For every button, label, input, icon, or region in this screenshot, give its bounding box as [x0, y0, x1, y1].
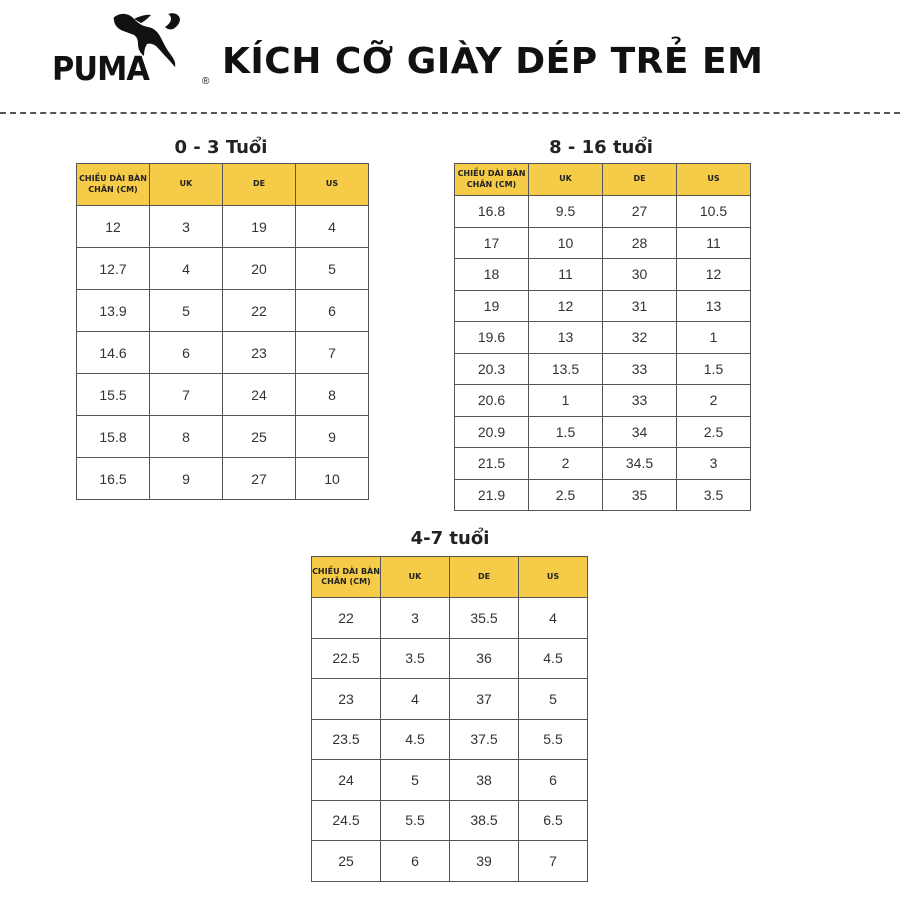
cell-uk: 4	[150, 248, 223, 290]
cell-us: 11	[677, 227, 751, 259]
column-header-us: US	[296, 164, 369, 206]
table-row	[312, 598, 588, 639]
column-header-us: US	[519, 557, 588, 598]
cell-us: 3	[677, 448, 751, 480]
table-row	[77, 374, 369, 416]
cell-us: 4	[296, 206, 369, 248]
table-row	[455, 196, 751, 228]
cell-uk: 5.5	[381, 800, 450, 841]
cell-de: 38	[450, 760, 519, 801]
section-title-0-3: 0 - 3 Tuổi	[174, 137, 268, 158]
cell-uk: 2	[529, 448, 603, 480]
cell-uk: 13.5	[529, 353, 603, 385]
cell-foot-length: 24.5	[312, 800, 381, 841]
cell-uk: 13	[529, 322, 603, 354]
table-row	[312, 679, 588, 720]
cell-de: 25	[223, 416, 296, 458]
cell-de: 32	[603, 322, 677, 354]
cell-uk: 6	[381, 841, 450, 882]
cell-uk: 1.5	[529, 416, 603, 448]
cell-us: 10	[296, 458, 369, 500]
puma-logo	[50, 10, 210, 88]
table-row	[455, 353, 751, 385]
cell-us: 4.5	[519, 638, 588, 679]
cell-us: 6	[519, 760, 588, 801]
column-header-uk: UK	[381, 557, 450, 598]
cell-uk: 6	[150, 332, 223, 374]
cell-de: 27	[603, 196, 677, 228]
cell-foot-length: 20.6	[455, 385, 529, 417]
cell-us: 7	[296, 332, 369, 374]
cell-us: 13	[677, 290, 751, 322]
table-row	[77, 206, 369, 248]
cell-foot-length: 15.5	[77, 374, 150, 416]
cell-uk: 2.5	[529, 479, 603, 511]
table-row	[455, 322, 751, 354]
table-row	[77, 416, 369, 458]
column-header-uk: UK	[529, 164, 603, 196]
cell-de: 31	[603, 290, 677, 322]
section-title-8-16: 8 - 16 tuổi	[549, 137, 653, 158]
cell-de: 22	[223, 290, 296, 332]
page-title: KÍCH CỠ GIÀY DÉP TRẺ EM	[222, 41, 764, 82]
cell-uk: 7	[150, 374, 223, 416]
table-row	[455, 479, 751, 511]
cell-us: 5.5	[519, 719, 588, 760]
cell-us: 1	[677, 322, 751, 354]
cell-us: 8	[296, 374, 369, 416]
cell-us: 6	[296, 290, 369, 332]
section-title-4-7: 4-7 tuổi	[410, 528, 490, 549]
cell-uk: 3	[150, 206, 223, 248]
table-header-row	[312, 557, 588, 598]
cell-us: 6.5	[519, 800, 588, 841]
column-header-us: US	[677, 164, 751, 196]
table-row	[455, 259, 751, 291]
cell-de: 34.5	[603, 448, 677, 480]
table-row	[455, 227, 751, 259]
cell-de: 39	[450, 841, 519, 882]
cell-uk: 5	[150, 290, 223, 332]
table-row	[455, 290, 751, 322]
dashed-divider	[0, 112, 900, 114]
cell-de: 36	[450, 638, 519, 679]
cell-de: 30	[603, 259, 677, 291]
cell-de: 24	[223, 374, 296, 416]
column-header-foot-length: CHIỀU DÀI BÀN CHÂN (CM)	[312, 557, 381, 598]
cell-us: 2.5	[677, 416, 751, 448]
cell-foot-length: 17	[455, 227, 529, 259]
cell-de: 38.5	[450, 800, 519, 841]
cell-uk: 9	[150, 458, 223, 500]
cell-de: 28	[603, 227, 677, 259]
cell-us: 4	[519, 598, 588, 639]
cell-us: 7	[519, 841, 588, 882]
cell-foot-length: 16.8	[455, 196, 529, 228]
cell-us: 2	[677, 385, 751, 417]
cell-foot-length: 21.9	[455, 479, 529, 511]
cell-foot-length: 22	[312, 598, 381, 639]
cell-uk: 3	[381, 598, 450, 639]
table-row	[77, 332, 369, 374]
cell-foot-length: 13.9	[77, 290, 150, 332]
cell-foot-length: 21.5	[455, 448, 529, 480]
cell-foot-length: 22.5	[312, 638, 381, 679]
size-table-0-3	[76, 163, 369, 500]
cell-uk: 9.5	[529, 196, 603, 228]
cell-us: 5	[296, 248, 369, 290]
column-header-foot-length: CHIỀU DÀI BÀN CHÂN (CM)	[455, 164, 529, 196]
cell-de: 19	[223, 206, 296, 248]
cell-uk: 3.5	[381, 638, 450, 679]
cell-foot-length: 19	[455, 290, 529, 322]
cell-de: 35	[603, 479, 677, 511]
column-header-de: DE	[603, 164, 677, 196]
table-row	[455, 416, 751, 448]
cell-uk: 12	[529, 290, 603, 322]
cell-de: 23	[223, 332, 296, 374]
cell-uk: 11	[529, 259, 603, 291]
table-row	[312, 841, 588, 882]
table-row	[77, 290, 369, 332]
table-row	[312, 719, 588, 760]
cell-foot-length: 14.6	[77, 332, 150, 374]
table-header-row	[77, 164, 369, 206]
table-row	[312, 760, 588, 801]
column-header-de: DE	[450, 557, 519, 598]
cell-de: 20	[223, 248, 296, 290]
table-row	[455, 448, 751, 480]
cell-us: 9	[296, 416, 369, 458]
cell-uk: 4.5	[381, 719, 450, 760]
table-row	[455, 385, 751, 417]
cell-uk: 10	[529, 227, 603, 259]
cell-uk: 8	[150, 416, 223, 458]
cell-de: 27	[223, 458, 296, 500]
cell-de: 34	[603, 416, 677, 448]
cell-foot-length: 18	[455, 259, 529, 291]
table-row	[77, 248, 369, 290]
cell-foot-length: 25	[312, 841, 381, 882]
cell-uk: 1	[529, 385, 603, 417]
cell-uk: 4	[381, 679, 450, 720]
cell-de: 33	[603, 385, 677, 417]
size-table-8-16	[454, 163, 751, 511]
cell-de: 33	[603, 353, 677, 385]
cell-foot-length: 12	[77, 206, 150, 248]
table-header-row	[455, 164, 751, 196]
cell-us: 12	[677, 259, 751, 291]
cell-foot-length: 24	[312, 760, 381, 801]
cell-de: 37.5	[450, 719, 519, 760]
cell-de: 35.5	[450, 598, 519, 639]
size-table-4-7	[311, 556, 588, 882]
table-row	[312, 800, 588, 841]
column-header-de: DE	[223, 164, 296, 206]
cell-foot-length: 16.5	[77, 458, 150, 500]
cell-de: 37	[450, 679, 519, 720]
cell-uk: 5	[381, 760, 450, 801]
table-row	[312, 638, 588, 679]
cell-foot-length: 12.7	[77, 248, 150, 290]
table-row	[77, 458, 369, 500]
page-header	[0, 0, 900, 110]
column-header-foot-length: CHIỀU DÀI BÀN CHÂN (CM)	[77, 164, 150, 206]
cell-foot-length: 20.9	[455, 416, 529, 448]
cell-us: 5	[519, 679, 588, 720]
cell-foot-length: 23.5	[312, 719, 381, 760]
cell-foot-length: 19.6	[455, 322, 529, 354]
cell-us: 1.5	[677, 353, 751, 385]
cell-us: 10.5	[677, 196, 751, 228]
registered-mark: ®	[202, 76, 210, 87]
column-header-uk: UK	[150, 164, 223, 206]
cell-us: 3.5	[677, 479, 751, 511]
brand-wordmark: PUMA	[52, 49, 149, 88]
cell-foot-length: 20.3	[455, 353, 529, 385]
cell-foot-length: 15.8	[77, 416, 150, 458]
cell-foot-length: 23	[312, 679, 381, 720]
